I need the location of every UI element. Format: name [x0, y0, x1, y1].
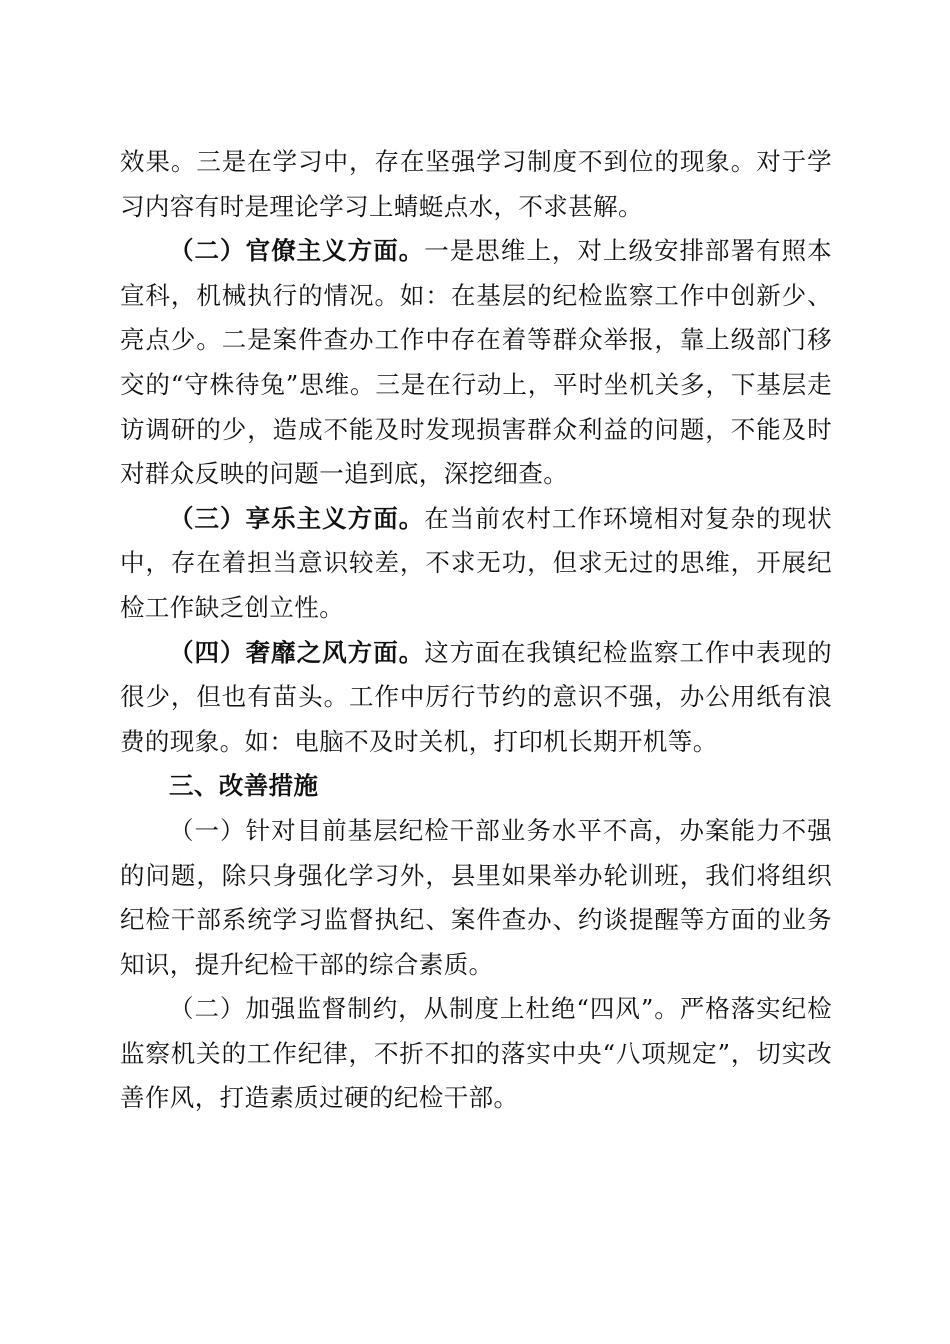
paragraph-bureaucratism — [120, 229, 832, 497]
paragraph-text: （一）针对目前基层纪检干部业务水平不高，办案能力不强的问题，除只身强化学习外，县里如果举办轮训班，我们将组织纪检干部系统学习监督执纪、案件查办、约谈提醒等方面的业务知识，提升纪检干部的综合素质。 — [120, 815, 832, 979]
paragraph-lead: （四）奢靡之风方面。 — [169, 637, 425, 667]
paragraph-lead: （三）享乐主义方面。 — [169, 503, 425, 533]
paragraph-text: 在当前农村工作环境相对复杂的现状中，存在着担当意识较差，不求无功，但求无过的思维，开展纪检工作缺乏创立性。 — [120, 503, 833, 622]
paragraph-text: 这方面在我镇纪检监察工作中表现的很少，但也有苗头。工作中厉行节约的意识不强，办公用纸有浪费的现象。如：电脑不及时关机，打印机长期开机等。 — [120, 637, 833, 756]
section-heading — [120, 764, 832, 809]
section-heading-text: 三、改善措施 — [169, 771, 319, 801]
paragraph-measure-two — [120, 987, 832, 1121]
paragraph-hedonism — [120, 497, 832, 631]
paragraph-extravagance — [120, 631, 832, 765]
paragraph-lead: （二）官僚主义方面。 — [169, 236, 425, 266]
paragraph-measure-one — [120, 809, 832, 987]
paragraph-text: 效果。三是在学习中，存在坚强学习制度不到位的现象。对于学习内容有时是理论学习上蜻蜓点水，不求甚解。 — [120, 147, 832, 221]
paragraph-text: （二）加强监督制约，从制度上杜绝“四风”。严格落实纪检监察机关的工作纪律，不折不扣的落实中央“八项规定”，切实改善作风，打造素质过硬的纪检干部。 — [120, 994, 832, 1113]
paragraph-text: 一是思维上，对上级安排部署有照本宣科，机械执行的情况。如：在基层的纪检监察工作中创新少、亮点少。二是案件查办工作中存在着等群众举报，靠上级部门移交的“守株待兔”思维。三是在行动上，平时坐机关多，下基层走访调研的少，造成不能及时发现损害群众利益的问题，不能及时对群众反映的问题一追到底，深挖细查。 — [120, 236, 833, 489]
document-body — [120, 140, 832, 1121]
paragraph-continuation — [120, 140, 832, 229]
